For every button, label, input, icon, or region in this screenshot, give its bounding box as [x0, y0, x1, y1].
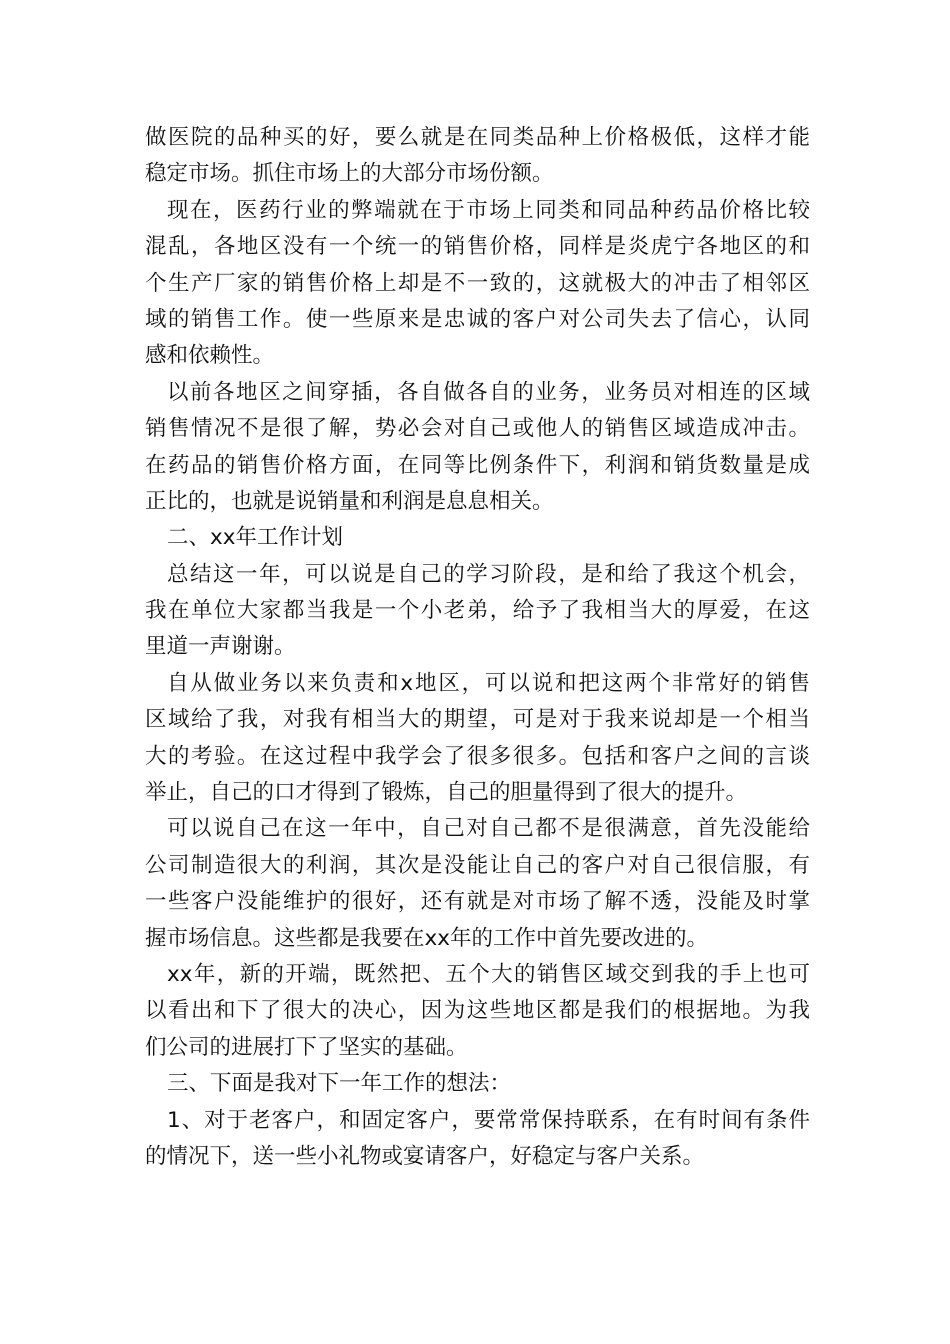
text-line: 举止，自己的口才得到了锻炼，自己的胆量得到了很大的提升。	[145, 780, 748, 806]
paragraph-self-assessment	[145, 811, 810, 957]
text-line: 大的考验。在这过程中我学会了很多很多。包括和客户之间的言谈	[145, 743, 810, 769]
section-heading-next-year-ideas	[145, 1066, 810, 1102]
paragraph-new-beginning	[145, 957, 810, 1066]
text-line: 以看出和下了很大的决心，因为这些地区都是我们的根据地。为我	[145, 998, 810, 1024]
text-line: 个生产厂家的销售价格上却是不一致的，这就极大的冲击了相邻区	[145, 270, 810, 296]
text-line: 域的销售工作。使一些原来是忠诚的客户对公司失去了信心，认同	[145, 306, 810, 332]
text-line: 总结这一年，可以说是自己的学习阶段，是和给了我这个机会，	[167, 561, 810, 587]
text-line: 里道一声谢谢。	[145, 634, 296, 660]
paragraph-year-summary	[145, 557, 810, 666]
text-line: 在药品的销售价格方面，在同等比例条件下，利润和销货数量是成	[145, 452, 810, 478]
text-line: 我在单位大家都当我是一个小老弟，给予了我相当大的厚爱，在这	[145, 598, 810, 624]
text-line: 1、对于老客户，和固定客户，要常常保持联系，在有时间有条件	[167, 1107, 810, 1133]
text-line: 公司制造很大的利润，其次是没能让自己的客户对自己很信服，有	[145, 852, 810, 878]
paragraph-market-stability	[145, 120, 810, 193]
text-line: 现在，医药行业的弊端就在于市场上同类和同品种药品价格比较	[167, 197, 810, 223]
text-line: 可以说自己在这一年中，自己对自己都不是很满意，首先没能给	[167, 816, 810, 842]
text-line: 以前各地区之间穿插，各自做各自的业务，业务员对相连的区域	[167, 379, 810, 405]
document-body	[145, 120, 810, 1175]
text-line: 一些客户没能维护的很好，还有就是对市场了解不透，没能及时掌	[145, 889, 810, 915]
text-line: 销售情况不是很了解，势必会对自己或他人的销售区域造成冲击。	[145, 416, 810, 442]
section-heading-work-plan	[145, 520, 810, 556]
text-line: 握市场信息。这些都是我要在xx年的工作中首先要改进的。	[145, 925, 708, 951]
paragraph-industry-drawbacks	[145, 193, 810, 375]
text-line: 的情况下，送一些小礼物或宴请客户，好稳定与客户关系。	[145, 1143, 705, 1169]
section-heading: 三、下面是我对下一年工作的想法：	[167, 1071, 512, 1097]
text-line: 区域给了我，对我有相当大的期望，可是对于我来说却是一个相当	[145, 707, 810, 733]
text-line: 们公司的进展打下了坚实的基础。	[145, 1034, 468, 1060]
text-line: 稳定市场。抓住市场上的大部分市场份额。	[145, 161, 554, 187]
paragraph-sales-regions	[145, 666, 810, 812]
paragraph-old-customers	[145, 1103, 810, 1176]
text-line: 自从做业务以来负责和x地区，可以说和把这两个非常好的销售	[167, 670, 810, 696]
paragraph-regional-overlap	[145, 375, 810, 521]
section-heading: 二、xx年工作计划	[167, 525, 343, 551]
text-line: 感和依赖性。	[145, 343, 275, 369]
text-line: 正比的，也就是说销量和利润是息息相关。	[145, 488, 554, 514]
text-line: 混乱，各地区没有一个统一的销售价格，同样是炎虎宁各地区的和	[145, 234, 810, 260]
text-line: 做医院的品种买的好，要么就是在同类品种上价格极低，这样才能	[145, 125, 810, 150]
text-line: xx年，新的开端，既然把、五个大的销售区域交到我的手上也可	[167, 961, 810, 987]
